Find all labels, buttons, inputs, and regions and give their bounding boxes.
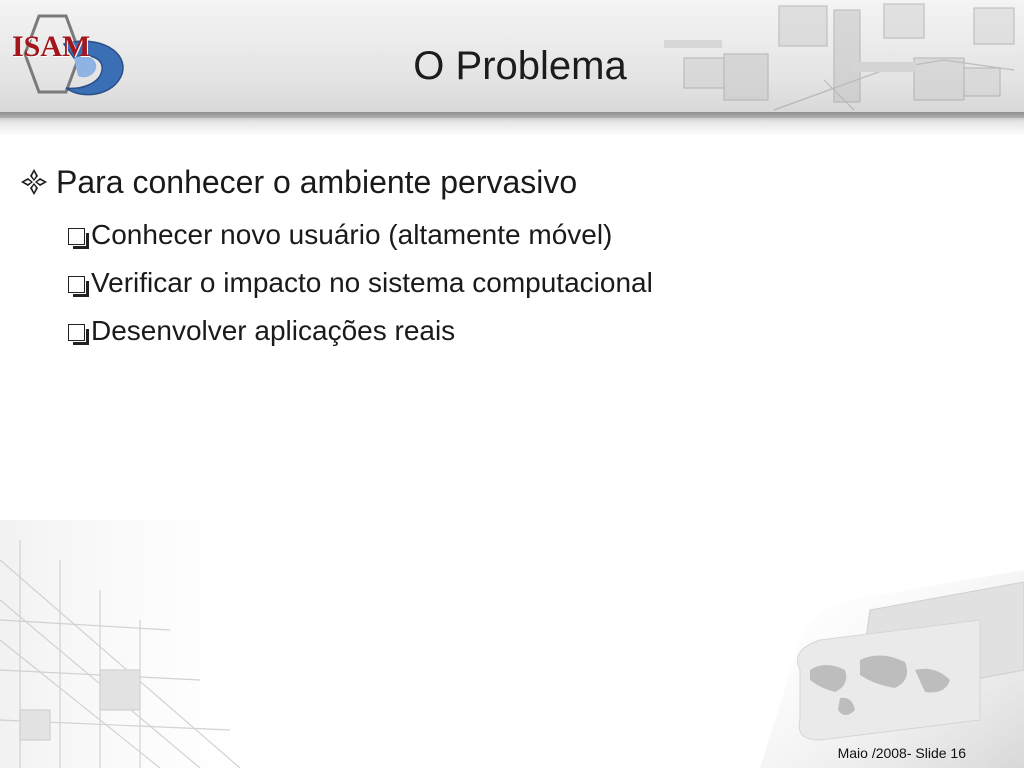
checkbox-bullet-icon xyxy=(68,228,85,245)
logo-text: ISAM xyxy=(12,30,91,63)
slide-title: O Problema xyxy=(413,44,627,88)
bullet-sub-3 xyxy=(68,312,455,350)
bullet-sub-2 xyxy=(68,264,653,302)
bullet-main xyxy=(20,160,577,204)
bullet-sub-1 xyxy=(68,216,612,254)
slide-footer: Maio /2008- Slide 16 xyxy=(837,745,966,761)
bullet-sub-text: Conhecer novo usuário (altamente móvel) xyxy=(91,219,613,250)
bullet-sub-text: Desenvolver aplicações reais xyxy=(91,315,456,346)
checkbox-bullet-icon xyxy=(68,324,85,341)
diamond-bullet-icon xyxy=(20,168,48,196)
keyboard-key-illustration xyxy=(760,570,1024,768)
bullet-sub-text: Verificar o impacto no sistema computacional xyxy=(91,267,653,298)
checkbox-bullet-icon xyxy=(68,276,85,293)
bullet-main-text: Para conhecer o ambiente pervasivo xyxy=(56,164,578,200)
background-decoration xyxy=(0,520,1024,768)
header-shadow xyxy=(0,112,1024,136)
